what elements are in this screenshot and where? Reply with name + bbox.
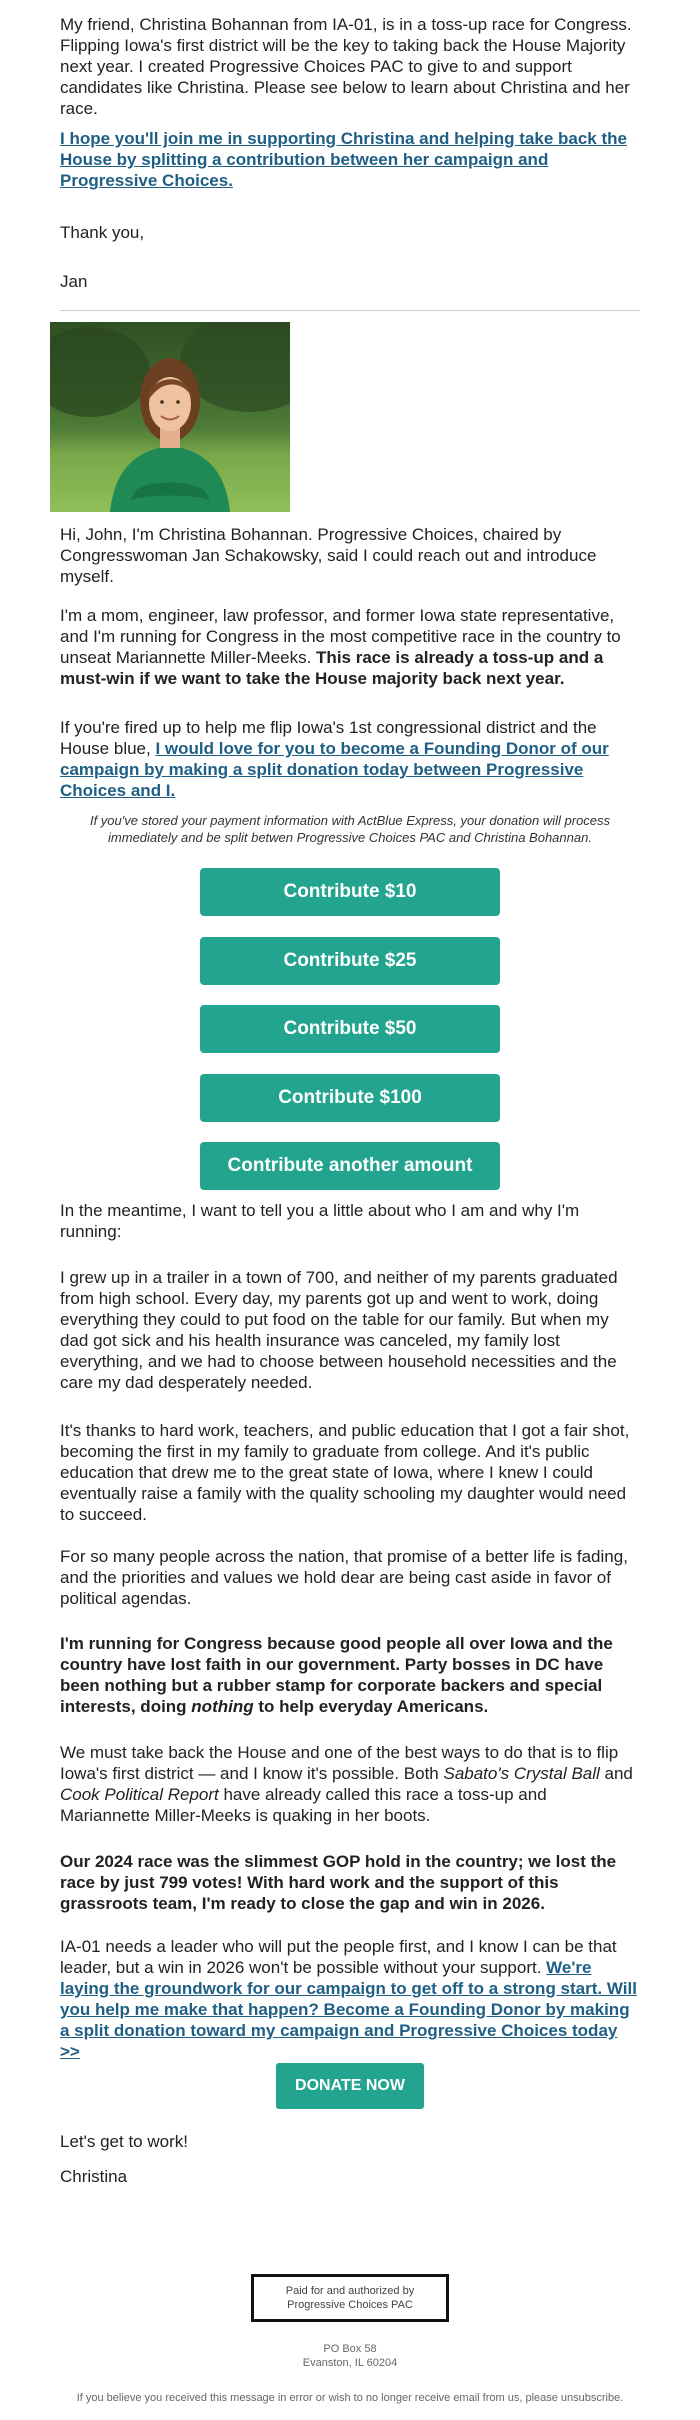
founding-donor-link[interactable]: I would love for you to become a Founding Donor of our campaign by making a split donation today between Progressive Choices and I. — [60, 739, 609, 800]
running-bold-b: to help everyday Americans. — [253, 1697, 489, 1716]
paid-for-line-2: Progressive Choices PAC — [287, 2299, 413, 2311]
race-2024-bold: Our 2024 race was the slimmest GOP hold in the country; we lost the race by just 799 votes! With hard work and the support of this grassroots team, I'm ready to close the gap and win in 2026. — [60, 1852, 617, 1913]
race-2024-paragraph — [60, 1851, 640, 1914]
signature-jan: Jan — [60, 272, 88, 291]
flip-text-b: have already called this race a toss-up and Mariannette Miller-Meeks is quaking in her boots. — [60, 1785, 547, 1825]
flip-district-paragraph — [60, 1742, 640, 1826]
contribute-other-button[interactable]: Contribute another amount — [200, 1142, 500, 1190]
unsubscribe-text[interactable]: If you believe you received this message in error or wish to no longer receive email from us, please unsubscribe. — [76, 2392, 624, 2404]
divider — [60, 310, 640, 311]
flip-text-a: We must take back the House and one of the best ways to do that is to flip Iowa's first district — and I know it's possible. Both — [60, 1743, 619, 1783]
story-promise-paragraph: For so many people across the nation, that promise of a better life is fading, and the priorities and values we hold dear are being cast aside in favor of political agendas. — [60, 1547, 628, 1608]
thank-you-text: Thank you, — [60, 223, 145, 242]
cook-report-title: Cook Political Report — [60, 1785, 219, 1804]
address-line-2: Evanston, IL 60204 — [302, 2357, 398, 2369]
closing-line: Let's get to work! — [60, 2132, 188, 2151]
running-emphasis: nothing — [191, 1697, 254, 1716]
candidate-photo — [50, 322, 290, 512]
story-childhood-paragraph: I grew up in a trailer in a town of 700, and neither of my parents graduated from high school. Every day, my parents got up and went to work, doing everything they could to put food on the table for our family. But when my dad got sick and his health insurance was canceled, my family lost everything, and we had to choose between household necessities and the care my dad desperately needed. — [60, 1268, 618, 1392]
crystal-ball-title: Sabato's Crystal Ball — [443, 1764, 600, 1783]
leader-paragraph — [60, 1936, 640, 2062]
founding-donor-text: If you're fired up to help me flip Iowa's 1st congressional district and the House blue, — [60, 718, 597, 758]
actblue-note: If you've stored your payment information with ActBlue Express, your donation will process immediately and be split betwen Progressive Choices PAC and Christina Bohannan. — [89, 813, 611, 845]
running-paragraph — [60, 1633, 640, 1717]
address-line-1: PO Box 58 — [323, 2343, 377, 2355]
signature-christina: Christina — [60, 2167, 128, 2186]
contribute-10-button[interactable]: Contribute $10 — [200, 868, 500, 916]
groundwork-link[interactable]: We're laying the groundwork for our campaign to get off to a strong start. Will you help me make that happen? Become a Founding Donor by making a split donation toward my campaign and Progressive Choices today >> — [60, 1958, 637, 2061]
donate-now-button[interactable]: DONATE NOW — [276, 2063, 424, 2109]
story-intro-paragraph: In the meantime, I want to tell you a little about who I am and why I'm running: — [60, 1201, 580, 1241]
contribute-50-button[interactable]: Contribute $50 — [200, 1005, 500, 1053]
flip-text-and: and — [599, 1764, 633, 1783]
founding-donor-paragraph — [60, 717, 640, 801]
contribute-25-button[interactable]: Contribute $25 — [200, 937, 500, 985]
intro-self-text: I'm a mom, engineer, law professor, and former Iowa state representative, and I'm running for Congress in the most competitive race in the country to unseat Mariannette Miller-Meeks. — [60, 606, 621, 667]
intro-self-bold: This race is already a toss-up and a must-win if we want to take the House majority back next year. — [60, 648, 604, 688]
leader-text: IA-01 needs a leader who will put the people first, and I know I can be that leader, but a win in 2026 won't be possible without your support. — [60, 1937, 617, 1977]
candidate-photo-image — [50, 322, 290, 512]
paid-for-line-1: Paid for and authorized by — [285, 2285, 415, 2297]
intro-paragraph: My friend, Christina Bohannan from IA-01, is in a toss-up race for Congress. Flipping Iowa's first district will be the key to taking back the House Majority next year. I created Progressive Choices PAC to give to and support candidates like Christina. Please see below to learn about Christina and her race. — [60, 15, 632, 118]
intro-self-paragraph — [60, 605, 640, 689]
greeting-paragraph: Hi, John, I'm Christina Bohannan. Progressive Choices, chaired by Congresswoman Jan Schakowsky, said I could reach out and introduce myself. — [60, 525, 597, 586]
intro-support-paragraph — [60, 128, 640, 191]
paid-for-box — [251, 2274, 449, 2322]
support-link[interactable]: I hope you'll join me in supporting Christina and helping take back the House by splitting a contribution between her campaign and Progressive Choices. — [60, 129, 627, 190]
contribute-100-button[interactable]: Contribute $100 — [200, 1074, 500, 1122]
story-education-paragraph: It's thanks to hard work, teachers, and public education that I got a fair shot, becoming the first in my family to graduate from college. And it's public education that drew me to the great state of Iowa, where I knew I could eventually raise a family with the quality schooling my daughter would need to succeed. — [60, 1421, 630, 1524]
running-bold-a: I'm running for Congress because good people all over Iowa and the country have lost faith in our government. Party bosses in DC have been nothing but a rubber stamp for corporate backers and special interests, doing — [60, 1634, 613, 1716]
